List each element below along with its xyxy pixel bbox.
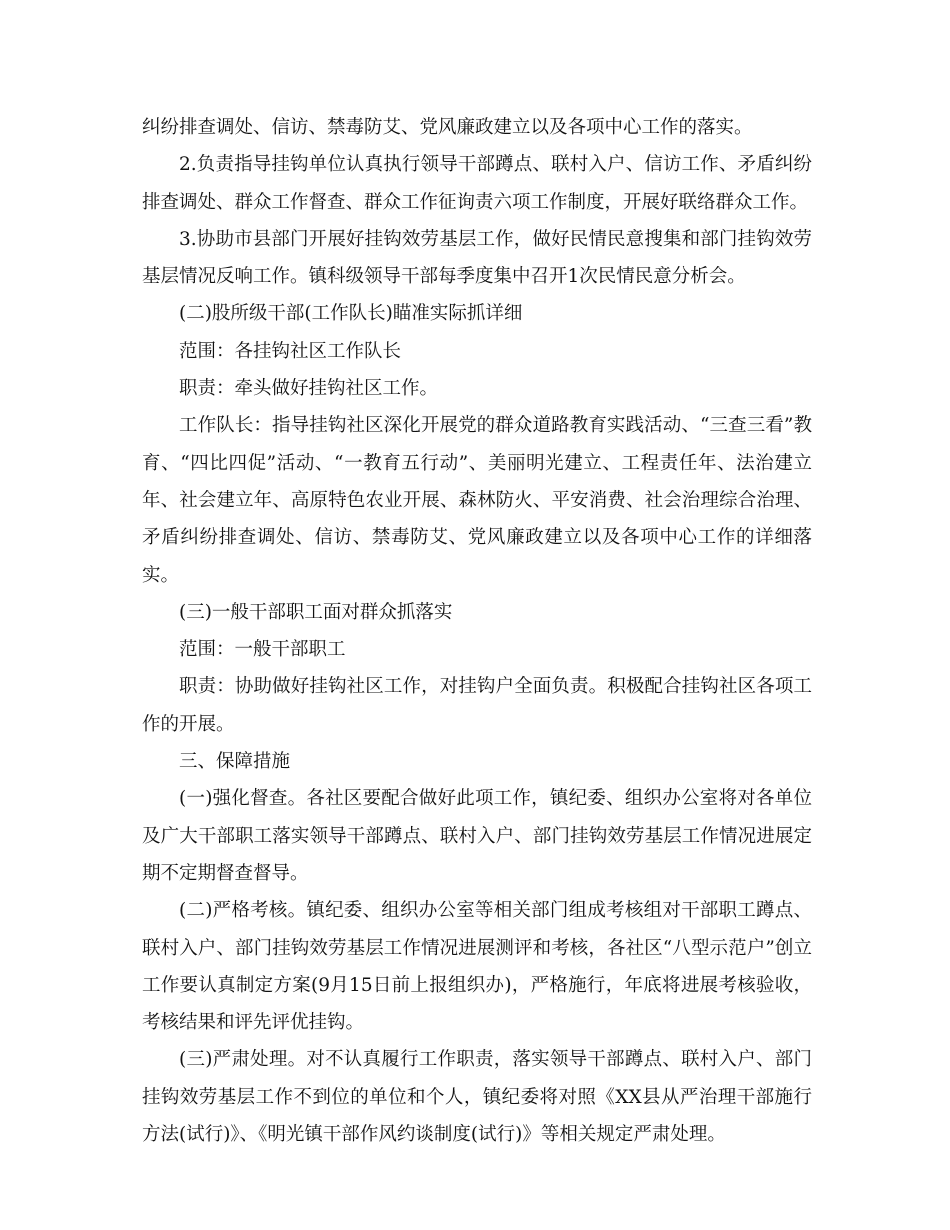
document-body bbox=[142, 109, 812, 1153]
paragraph-duty-2: 职责：牵头做好挂钩社区工作。 bbox=[179, 378, 439, 400]
paragraph-item-2: 2.负责指导挂钩单位认真执行领导干部蹲点、联村入户、信访工作、矛盾纠纷排查调处、群众工作督查、群众工作征询责六项工作制度，开展好联络群众工作。 bbox=[142, 154, 812, 213]
paragraph-assessment: (二)严格考核。镇纪委、组织办公室等相关部门组成考核组对干部职工蹲点、联村入户、部门挂钩效劳基层工作情况进展测评和考核，各社区“八型示范户”创立工作要认真制定方案(9月15日前上报组织办)，严格施行，年底将进展考核验收，考核结果和评先评优挂钩。 bbox=[142, 900, 812, 1034]
paragraph-handling: (三)严肃处理。对不认真履行工作职责，落实领导干部蹲点、联村入户、部门挂钩效劳基层工作不到位的单位和个人，镇纪委将对照《XX县从严治理干部施行方法(试行)》、《明光镇干部作风约谈制度(试行)》等相关规定严肃处理。 bbox=[142, 1049, 812, 1146]
paragraph-item-3: 3.协助市县部门开展好挂钩效劳基层工作，做好民情民意搜集和部门挂钩效劳基层情况反响工作。镇科级领导干部每季度集中召开1次民情民意分析会。 bbox=[142, 228, 812, 288]
paragraph-scope-2: 范围：各挂钩社区工作队长 bbox=[179, 340, 402, 362]
paragraph-supervision: (一)强化督查。各社区要配合做好此项工作，镇纪委、组织办公室将对各单位及广大干部职工落实领导干部蹲点、联村入户、部门挂钩效劳基层工作情况进展定期不定期督查督导。 bbox=[142, 788, 812, 884]
chapter-heading-guarantee: 三、保障措施 bbox=[179, 751, 291, 773]
paragraph-team-leader: 工作队长：指导挂钩社区深化开展党的群众道路教育实践活动、“三查三看”教育、“四比四促”活动、“一教育五行动”、美丽明光建立、工程责任年、法治建立年、社会建立年、高原特色农业开展、森林防火、平安消费、社会治理综合治理、矛盾纠纷排查调处、信访、禁毒防艾、党风廉政建立以及各项中心工作的详细落实。 bbox=[142, 415, 812, 586]
section-heading-2: (二)股所级干部(工作队长)瞄准实际抓详细 bbox=[179, 303, 523, 325]
paragraph-continuation: 纠纷排查调处、信访、禁毒防艾、党风廉政建立以及各项中心工作的落实。 bbox=[142, 117, 753, 138]
section-heading-3: (三)一般干部职工面对群众抓落实 bbox=[179, 601, 453, 623]
paragraph-duty-3: 职责：协助做好挂钩社区工作，对挂钩户全面负责。积极配合挂钩社区各项工作的开展。 bbox=[142, 676, 812, 735]
paragraph-scope-3: 范围：一般干部职工 bbox=[179, 639, 346, 661]
